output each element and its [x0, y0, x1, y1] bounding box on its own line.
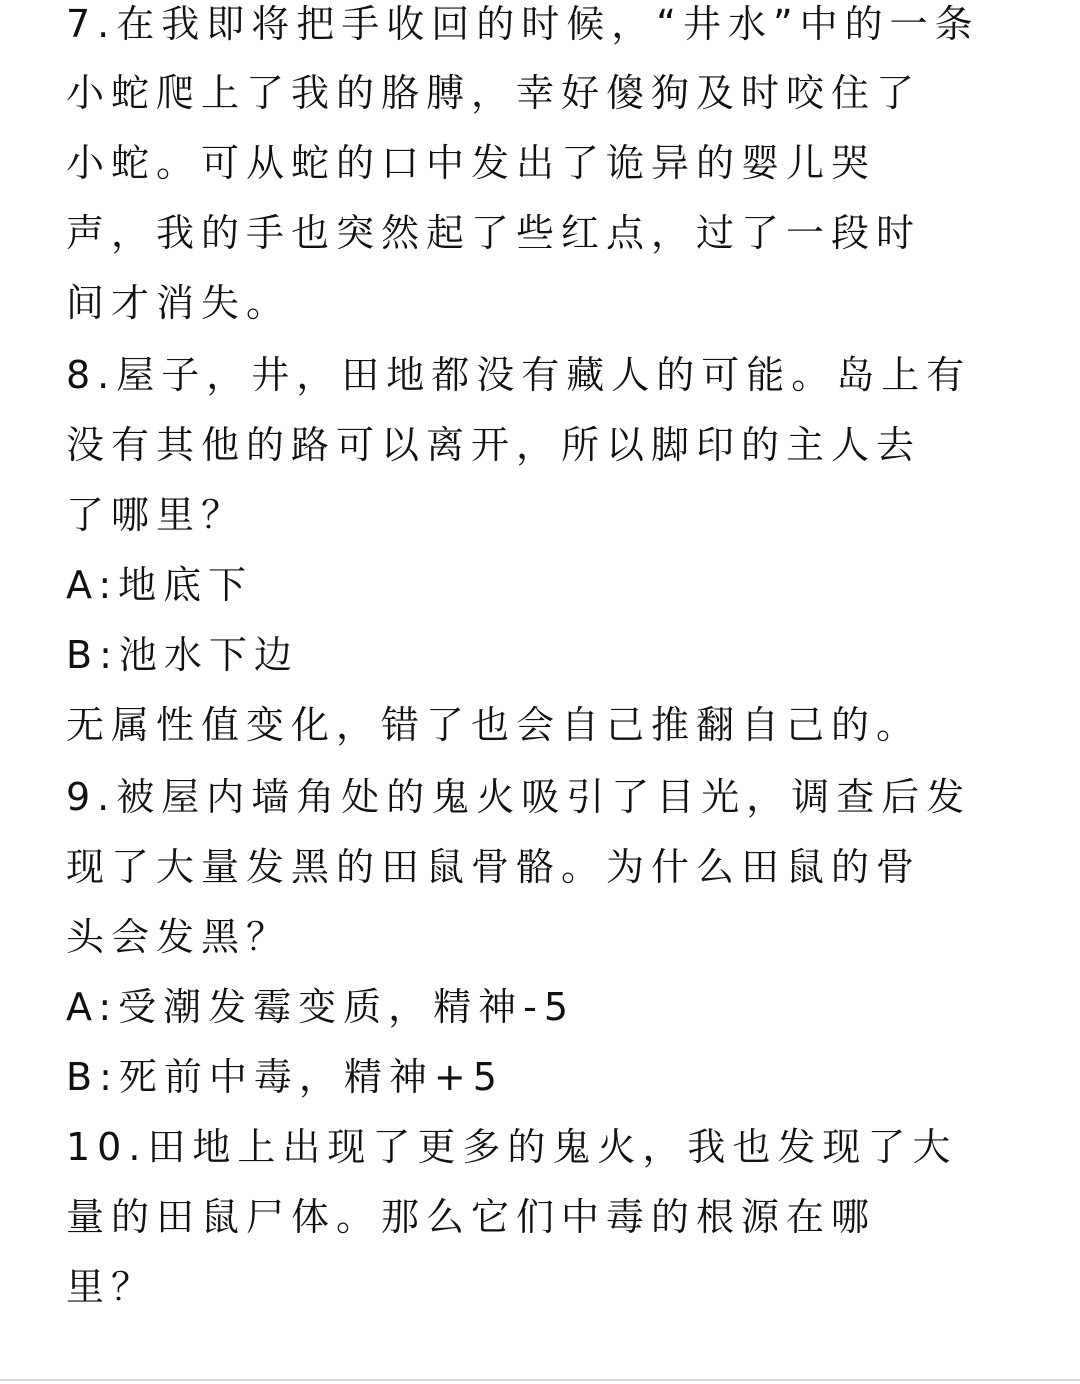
- text-line: 间才消失。: [66, 281, 292, 325]
- text-line: 了哪里？: [66, 493, 247, 537]
- text-line: 10.田地上出现了更多的鬼火，我也发现了大: [66, 1125, 958, 1169]
- text-line: 现了大量发黑的田鼠骨骼。为什么田鼠的骨: [66, 845, 922, 889]
- option-line: A:受潮发霉变质，精神-5: [66, 985, 576, 1029]
- text-line: 小蛇爬上了我的胳膊，幸好傻狗及时咬住了: [66, 71, 922, 115]
- text-line: 9.被屋内墙角处的鬼火吸引了目光，调查后发: [66, 775, 972, 819]
- option-line: B:池水下边: [66, 633, 299, 677]
- text-line: 声，我的手也突然起了些红点，过了一段时: [66, 211, 922, 255]
- text-line: 小蛇。可从蛇的口中发出了诡异的婴儿哭: [66, 141, 877, 185]
- option-line: A:地底下: [66, 563, 254, 607]
- text-line: 没有其他的路可以离开，所以脚印的主人去: [66, 423, 922, 467]
- text-line: 头会发黑？: [66, 915, 292, 959]
- text-line: 量的田鼠尸体。那么它们中毒的根源在哪: [66, 1195, 877, 1239]
- page-bottom-divider: [0, 1379, 1080, 1381]
- text-line: 8.屋子，井，田地都没有藏人的可能。岛上有: [66, 353, 972, 397]
- option-line: B:死前中毒，精神+5: [66, 1055, 504, 1099]
- text-line: 无属性值变化，错了也会自己推翻自己的。: [66, 703, 922, 747]
- text-line: 7.在我即将把手收回的时候，“井水”中的一条: [66, 2, 980, 46]
- text-line: 里？: [66, 1265, 157, 1309]
